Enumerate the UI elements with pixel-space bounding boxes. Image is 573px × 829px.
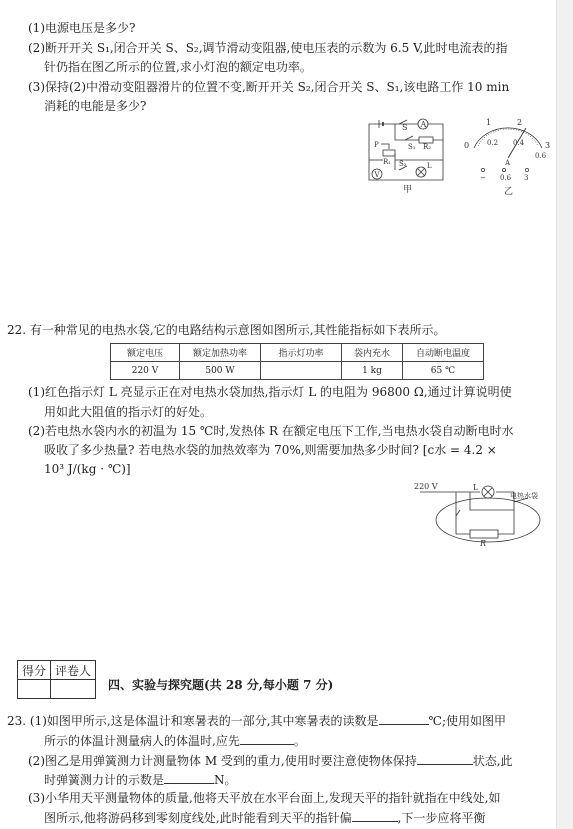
table-cell: 500 W [180, 362, 261, 380]
q23-part3-line2 [44, 809, 485, 826]
bag-label: 电热水袋 [510, 492, 538, 500]
answer-blank-4[interactable] [164, 771, 214, 784]
q22-part1-line1: (1)红色指示灯 L 亮显示正在对电热水袋加热,指示灯 L 的电阻为 96800 Ω,通过计算说明使 [28, 385, 512, 399]
resistor-r-label: R [480, 539, 487, 548]
table-cell: 220 V [111, 362, 180, 380]
answer-blank-2[interactable] [240, 732, 294, 745]
switch-s2-label: S₂ [399, 160, 407, 168]
grader-header: 评卷人 [51, 661, 96, 680]
dial-tick-0-4: 0.4 [513, 139, 525, 147]
grader-cell[interactable] [51, 680, 96, 699]
dial-tick-0: 0 [464, 141, 470, 150]
dial-tick-2: 2 [517, 118, 523, 127]
q23-part1-text: 23. (1)如图甲所示,这是体温计和寒暑表的一部分,其中寒暑表的读数是 [7, 714, 379, 728]
q21-part3-line1: (3)保持(2)中滑动变阻器滑片的位置不变,断开开关 S₂,闭合开关 S、S₁,该电路工作 10 min [28, 80, 510, 94]
q22-part2-line1: (2)若电热水袋内水的初温为 15 ℃时,发热体 R 在额定电压下工作,当电热水袋自动断电时水 [28, 424, 514, 438]
dial-unit: A [505, 159, 511, 167]
voltmeter-label: V [374, 171, 380, 179]
vertical-scrollbar[interactable] [556, 0, 573, 829]
q22-spec-table [110, 343, 484, 380]
table-header-cell: 袋内充水 [342, 344, 403, 362]
dial-tick-0-2: 0.2 [487, 139, 499, 147]
switch-s1-label: S₁ [408, 143, 416, 151]
dial-tick-0-6: 0.6 [535, 152, 547, 160]
terminal-3: 3 [524, 174, 529, 182]
table-header-cell: 自动断电温度 [403, 344, 484, 362]
table-cell [261, 362, 342, 380]
q23-part2-end: 状态,此 [472, 754, 513, 768]
q23-part3-text: 图所示,他将游码移到零刻度线处,此时能看到天平的指针偏 [44, 811, 352, 825]
figure-yi-caption: 乙 [504, 187, 514, 196]
q23-part2-text2: 时弹簧测力计的示数是 [44, 773, 165, 787]
terminal-0-6: 0.6 [500, 174, 512, 182]
section4-title: 四、实验与探究题(共 28 分,每小题 7 分) [108, 678, 334, 692]
q22-stem: 22. 有一种常见的电热水袋,它的电路结构示意图如图所示,其性能指标如下表所示。 [7, 323, 446, 337]
q23-part2-text: (2)图乙是用弹簧测力计测量物体 M 受到的重力,使用时要注意使物体保持 [28, 754, 417, 768]
score-header: 得分 [18, 661, 51, 680]
score-cell[interactable] [18, 680, 51, 699]
q23-part3-end: ,下一步应将平衡 [397, 811, 486, 825]
table-row [111, 362, 484, 380]
q21-part3-line2: 消耗的电能是多少? [44, 99, 147, 113]
resistor-r1-label: R₁ [383, 158, 392, 166]
dial-tick-1: 1 [486, 118, 492, 127]
q21-part2-line2: 针仍指在图乙所示的位置,求小灯泡的额定电功率。 [44, 60, 312, 74]
table-header-cell: 额定电压 [111, 344, 180, 362]
q21-circuit-diagram-jia [365, 116, 457, 194]
lamp-l-label: L [473, 483, 479, 492]
table-header-cell: 指示灯功率 [261, 344, 342, 362]
q23-part1-line1 [7, 712, 506, 729]
ammeter-label: A [420, 120, 427, 129]
terminal-neg: − [480, 174, 486, 182]
table-header-row [111, 344, 484, 362]
table-header-cell: 额定加热功率 [180, 344, 261, 362]
q23-part1-unit: ℃;使用如图甲 [428, 714, 506, 728]
q21-part1: (1)电源电压是多少? [28, 21, 136, 35]
table-cell: 65 ℃ [403, 362, 484, 380]
voltage-label: 220 V [414, 482, 438, 491]
switch-s-label: S [402, 123, 408, 132]
q22-heating-bag-circuit [410, 480, 556, 548]
answer-blank-5[interactable] [352, 809, 398, 822]
q23-part2-line2 [44, 771, 237, 788]
q23-part1-end: 。 [293, 734, 306, 748]
dial-tick-3: 3 [545, 141, 551, 150]
figure-jia-caption: 甲 [403, 185, 413, 194]
slider-p-label: P [374, 141, 379, 149]
q22-part2-line3: 10³ J/(kg · ℃)] [44, 462, 131, 476]
q23-part1-text2: 所示的体温计测量病人的体温时,应先 [44, 734, 240, 748]
q23-part2-unit: N。 [214, 773, 237, 787]
answer-blank-3[interactable] [417, 752, 473, 765]
q22-part2-line2: 吸收了多少热量? 若电热水袋的加热效率为 70%,则需要加热多少时间? [c水 = 4.2 × [44, 443, 497, 457]
q21-ammeter-dial-yi [460, 114, 556, 196]
resistor-r2-label: R₂ [423, 143, 432, 151]
q22-part1-line2: 用如此大阻值的指示灯的好处。 [44, 405, 213, 419]
q21-part2-line1: (2)断开开关 S₁,闭合开关 S、S₂,调节滑动变阻器,使电压表的示数为 6.5 V,此时电流表的指 [28, 41, 508, 55]
lamp-l-label: L [427, 162, 432, 170]
q23-part2-line1 [28, 752, 513, 769]
score-box [17, 660, 96, 699]
answer-blank-1[interactable] [379, 712, 429, 725]
q23-part1-line2 [44, 732, 306, 749]
table-cell: 1 kg [342, 362, 403, 380]
q23-part3-line1: (3)小华用天平测量物体的质量,他将天平放在水平台面上,发现天平的指针就指在中线处,如 [28, 791, 501, 805]
